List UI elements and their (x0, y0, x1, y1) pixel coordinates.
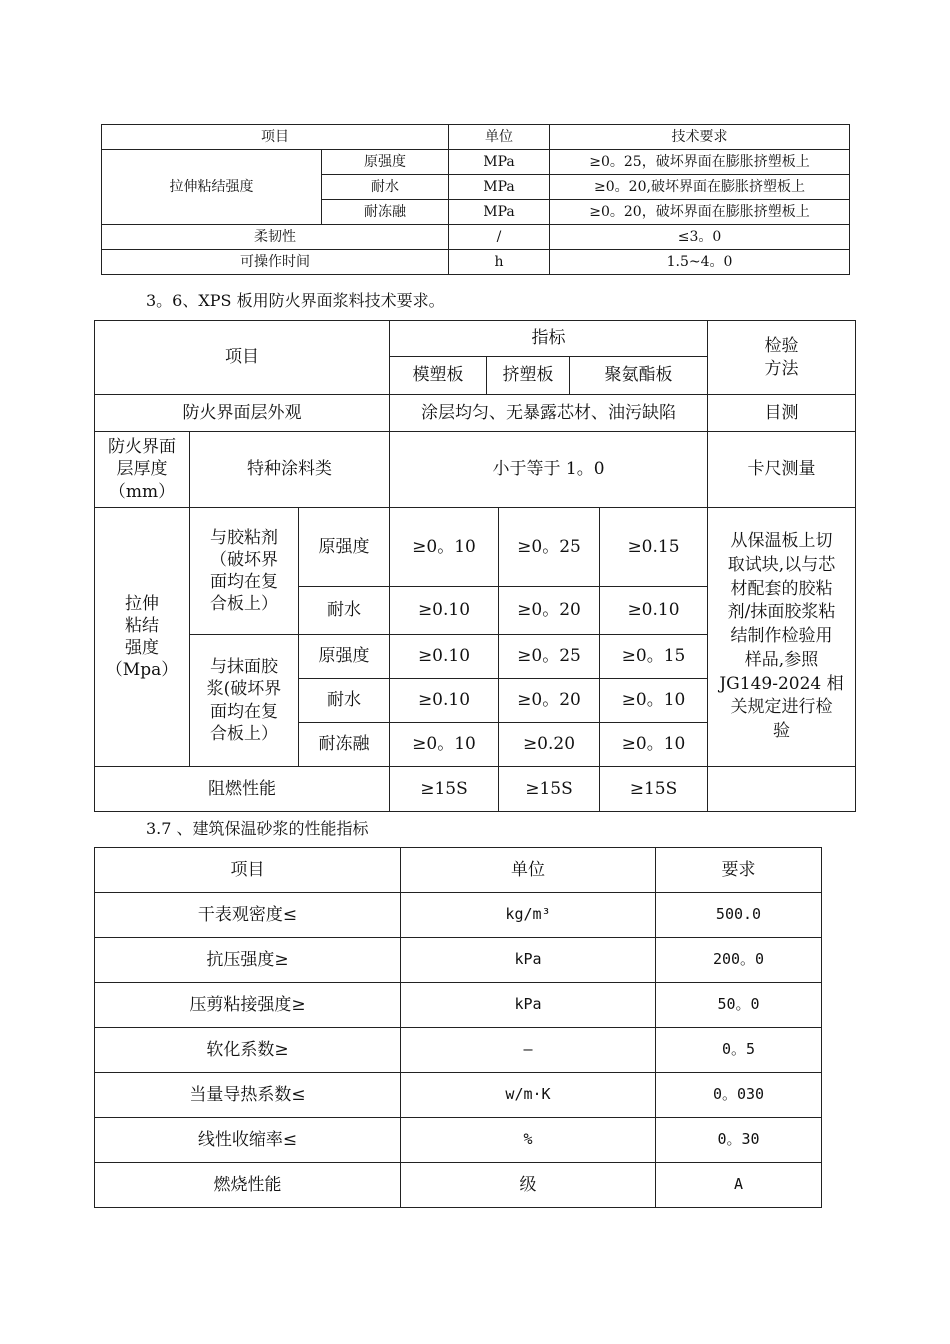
requirement-cell: 50。0 (656, 983, 822, 1028)
value-cell: ≥0。25 (499, 508, 600, 587)
requirement-cell: 1.5~4。0 (550, 250, 850, 275)
plaster-label: 与抹面胶 浆(破坏界 面均在复 合板上） (190, 635, 299, 767)
value-cell: ≥0.10 (390, 635, 499, 679)
unit-cell: % (401, 1118, 656, 1163)
requirement-cell: ≥0。20,破坏界面在膨胀挤塑板上 (550, 175, 850, 200)
sub-item: 耐冻融 (322, 200, 449, 225)
thickness-sub: 特种涂料类 (190, 432, 390, 508)
header-requirement: 要求 (656, 848, 822, 893)
table-row (102, 125, 850, 150)
table-row (95, 395, 856, 432)
requirement-cell: ≥0。20，破坏界面在膨胀挤塑板上 (550, 200, 850, 225)
fire-method (708, 767, 856, 812)
unit-cell: 级 (401, 1163, 656, 1208)
value-cell: ≥15S (499, 767, 600, 812)
item-cell: 当量导热系数≤ (95, 1073, 401, 1118)
unit-cell: kg/m³ (401, 893, 656, 938)
value-cell: ≥0.15 (600, 508, 708, 587)
fire-interface-spec-table (94, 320, 856, 812)
table-row (95, 983, 822, 1028)
unit-cell: kPa (401, 938, 656, 983)
item-cell: 干表观密度≤ (95, 893, 401, 938)
thickness-value: 小于等于 1。0 (390, 432, 708, 508)
value-cell: ≥0.20 (499, 723, 600, 767)
value-cell: ≥0。15 (600, 635, 708, 679)
requirement-cell: ≤3。0 (550, 225, 850, 250)
value-cell: ≥0。10 (600, 723, 708, 767)
board-type-xps: 挤塑板 (487, 357, 570, 394)
board-type-header (390, 357, 708, 395)
unit-cell: MPa (449, 175, 550, 200)
table-row (95, 893, 822, 938)
header-requirement: 技术要求 (550, 125, 850, 150)
sub-item: 原强度 (322, 150, 449, 175)
table-row (95, 1163, 822, 1208)
requirement-cell: 500.0 (656, 893, 822, 938)
requirement-cell: 0。30 (656, 1118, 822, 1163)
value-cell: ≥0。20 (499, 679, 600, 723)
adhesive-label: 与胶粘剂 （破坏界 面均在复 合板上） (190, 508, 299, 635)
flexibility-label: 柔韧性 (102, 225, 449, 250)
value-cell: ≥0。20 (499, 587, 600, 635)
tensile-method: 从保温板上切 取试块,以与芯 材配套的胶粘 剂/抹面胶浆粘 结制作检验用 样品,参照 JG149-2024 相 关规定进行检 验 (708, 508, 856, 767)
header-unit: 单位 (449, 125, 550, 150)
header-item: 项目 (102, 125, 449, 150)
value-cell: ≥0.10 (600, 587, 708, 635)
requirement-cell: 200。0 (656, 938, 822, 983)
fire-label: 阻燃性能 (95, 767, 390, 812)
header-index: 指标 (390, 321, 708, 357)
sub-item: 耐水 (299, 679, 390, 723)
value-cell: ≥15S (600, 767, 708, 812)
table-row (102, 250, 850, 275)
header-unit: 单位 (401, 848, 656, 893)
operating-time-label: 可操作时间 (102, 250, 449, 275)
appearance-method: 目测 (708, 395, 856, 432)
sub-item: 原强度 (299, 635, 390, 679)
value-cell: ≥0。25 (499, 635, 600, 679)
value-cell: ≥0.10 (390, 679, 499, 723)
item-cell: 燃烧性能 (95, 1163, 401, 1208)
table-row (95, 1028, 822, 1073)
value-cell: ≥0。10 (600, 679, 708, 723)
header-item: 项目 (95, 848, 401, 893)
table-row (95, 938, 822, 983)
mortar-spec-table (94, 847, 822, 1208)
item-cell: 抗压强度≥ (95, 938, 401, 983)
requirement-cell: A (656, 1163, 822, 1208)
unit-cell: — (401, 1028, 656, 1073)
tensile-label: 拉伸 粘结 强度 （Mpa） (95, 508, 190, 767)
appearance-value: 涂层均匀、无暴露芯材、油污缺陷 (390, 395, 708, 432)
sub-item: 耐水 (322, 175, 449, 200)
value-cell: ≥0.10 (390, 587, 499, 635)
item-cell: 压剪粘接强度≥ (95, 983, 401, 1028)
table-row (95, 321, 856, 357)
value-cell: ≥15S (390, 767, 499, 812)
header-method: 检验 方法 (708, 321, 856, 395)
appearance-label: 防火界面层外观 (95, 395, 390, 432)
unit-cell: kPa (401, 983, 656, 1028)
sub-item: 原强度 (299, 508, 390, 587)
board-type-eps: 模塑板 (390, 357, 487, 394)
value-cell: ≥0。10 (390, 723, 499, 767)
unit-cell: MPa (449, 200, 550, 225)
table-row (95, 508, 856, 587)
table-row (95, 1073, 822, 1118)
table-row (95, 432, 856, 508)
sub-item: 耐冻融 (299, 723, 390, 767)
requirement-cell: ≥0。25，破坏界面在膨胀挤塑板上 (550, 150, 850, 175)
section-caption-3-6: 3。6、XPS 板用防火界面浆料技术要求。 (146, 291, 445, 310)
tensile-label: 拉伸粘结强度 (102, 150, 322, 225)
requirement-cell: 0。030 (656, 1073, 822, 1118)
table-row (102, 150, 850, 175)
table-row (102, 225, 850, 250)
value-cell: ≥0。10 (390, 508, 499, 587)
table-row (95, 848, 822, 893)
thickness-label: 防火界面 层厚度 （mm） (95, 432, 190, 508)
section-caption-3-7: 3.7 、建筑保温砂浆的性能指标 (146, 819, 369, 838)
requirement-cell: 0。5 (656, 1028, 822, 1073)
unit-cell: / (449, 225, 550, 250)
table-row (95, 1118, 822, 1163)
sub-item: 耐水 (299, 587, 390, 635)
unit-cell: h (449, 250, 550, 275)
header-item: 项目 (95, 321, 390, 395)
thickness-method: 卡尺测量 (708, 432, 856, 508)
unit-cell: MPa (449, 150, 550, 175)
item-cell: 软化系数≥ (95, 1028, 401, 1073)
tensile-spec-table (101, 124, 850, 275)
board-type-pu: 聚氨酯板 (604, 365, 673, 386)
unit-cell: w/m·K (401, 1073, 656, 1118)
item-cell: 线性收缩率≤ (95, 1118, 401, 1163)
table-row (95, 767, 856, 812)
